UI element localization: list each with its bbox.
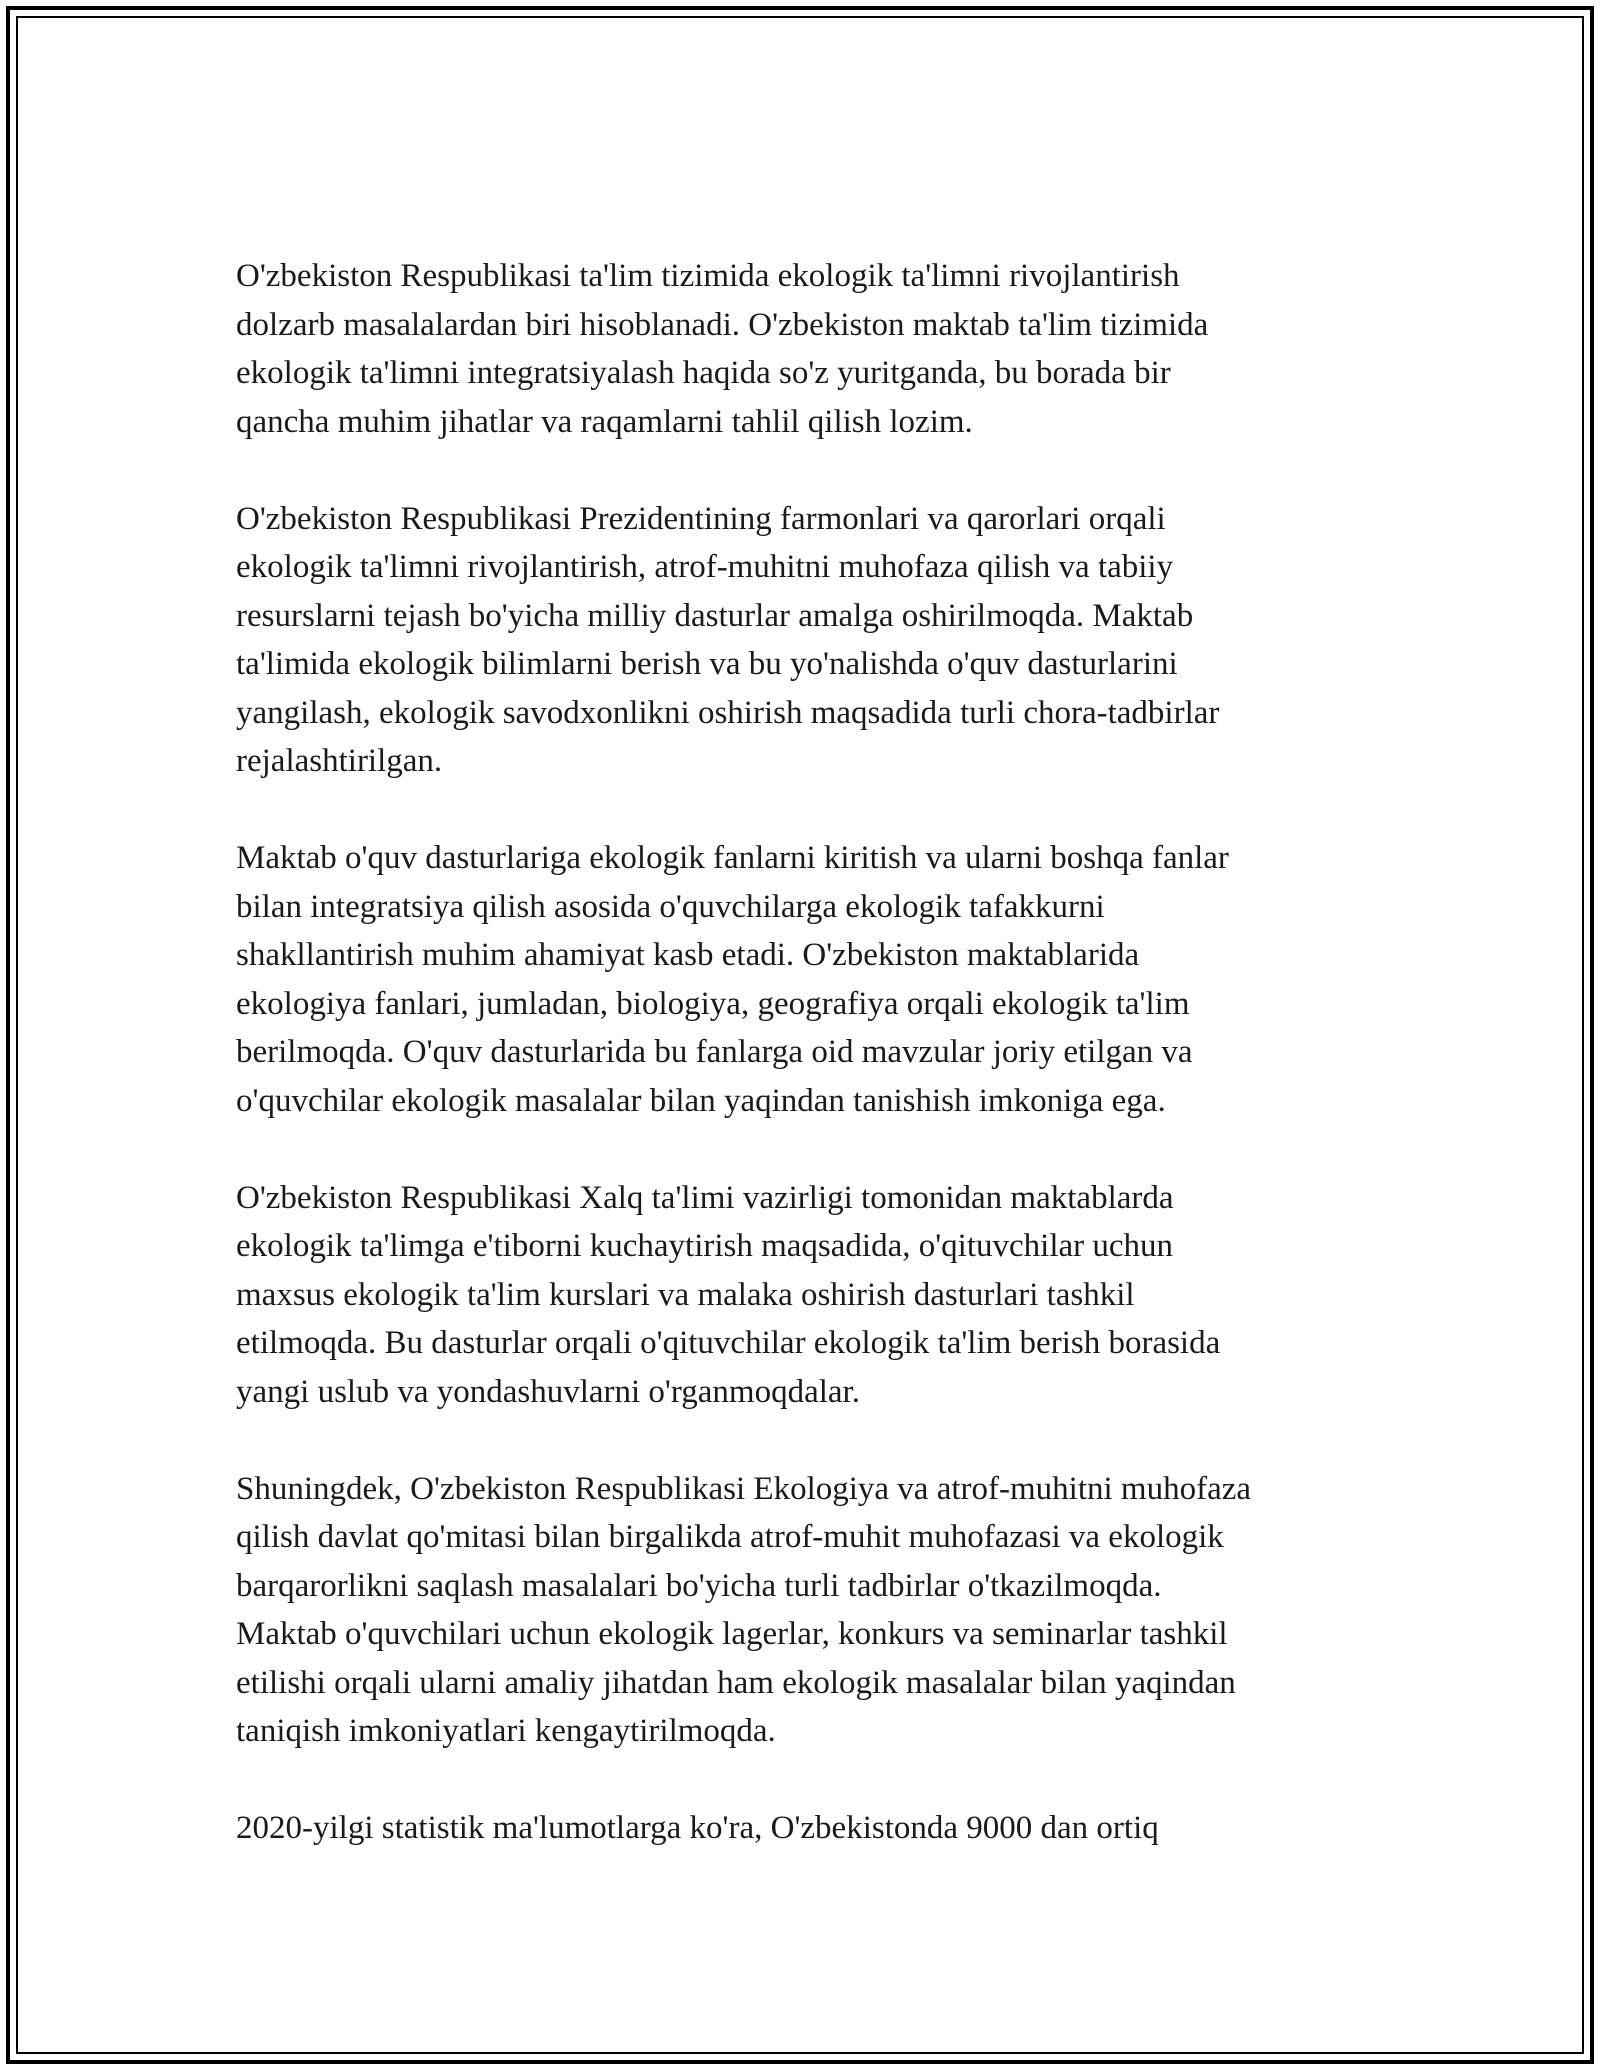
text-line: Maktab o'quvchilari uchun ekologik lagerlar, konkurs va seminarlar tashkil bbox=[236, 1616, 1228, 1652]
text-line: shakllantirish muhim ahamiyat kasb etadi. O'zbekiston maktablarida bbox=[236, 937, 1140, 973]
text-line: taniqish imkoniyatlari kengaytirilmoqda. bbox=[236, 1713, 776, 1749]
paragraph-4 bbox=[236, 1174, 1376, 1417]
document-body bbox=[236, 252, 1376, 1901]
text-line: qilish davlat qo'mitasi bilan birgalikda atrof-muhit muhofazasi va ekologik bbox=[236, 1519, 1224, 1555]
text-line: Shuningdek, O'zbekiston Respublikasi Ekologiya va atrof-muhitni muhofaza bbox=[236, 1470, 1252, 1507]
text-line: Maktab o'quv dasturlariga ekologik fanlarni kiritish va ularni boshqa fanlar bbox=[236, 840, 1229, 876]
text-line: O'zbekiston Respublikasi Xalq ta'limi vazirligi tomonidan maktablarda bbox=[236, 1179, 1174, 1216]
paragraph-1 bbox=[236, 252, 1376, 446]
text-line: etilmoqda. Bu dasturlar orqali o'qituvchilar ekologik ta'lim berish borasida bbox=[236, 1325, 1221, 1361]
paragraph-3 bbox=[236, 834, 1376, 1125]
text-line: 2020-yilgi statistik ma'lumotlarga ko'ra, O'zbekistonda 9000 dan ortiq bbox=[236, 1810, 1159, 1846]
text-line: resurslarni tejash bo'yicha milliy dasturlar amalga oshirilmoqda. Maktab bbox=[236, 597, 1194, 634]
paragraph-6 bbox=[236, 1804, 1376, 1853]
text-line: maxsus ekologik ta'lim kurslari va malaka oshirish dasturlari tashkil bbox=[236, 1276, 1135, 1313]
text-line: O'zbekiston Respublikasi ta'lim tizimida ekologik ta'limni rivojlantirish bbox=[236, 258, 1180, 294]
text-line: ekologik ta'limga e'tiborni kuchaytirish maqsadida, o'qituvchilar uchun bbox=[236, 1228, 1174, 1264]
text-line: qancha muhim jihatlar va raqamlarni tahlil qilish lozim. bbox=[236, 403, 973, 440]
text-line: yangi uslub va yondashuvlarni o'rganmoqdalar. bbox=[236, 1373, 860, 1410]
text-line: ekologiya fanlari, jumladan, biologiya, geografiya orqali ekologik ta'lim bbox=[236, 985, 1190, 1022]
text-line: O'zbekiston Respublikasi Prezidentining farmonlari va qarorlari orqali bbox=[236, 500, 1166, 537]
paragraph-2 bbox=[236, 495, 1376, 786]
text-line: ta'limida ekologik bilimlarni berish va bu yo'nalishda o'quv dasturlarini bbox=[236, 646, 1178, 682]
text-line: berilmoqda. O'quv dasturlarida bu fanlarga oid mavzular joriy etilgan va bbox=[236, 1034, 1193, 1070]
text-line: yangilash, ekologik savodxonlikni oshirish maqsadida turli chora-tadbirlar bbox=[236, 694, 1220, 731]
text-line: ekologik ta'limni integratsiyalash haqida so'z yuritganda, bu borada bir bbox=[236, 355, 1171, 391]
text-line: rejalashtirilgan. bbox=[236, 743, 443, 779]
text-line: barqarorlikni saqlash masalalari bo'yicha turli tadbirlar o'tkazilmoqda. bbox=[236, 1567, 1162, 1604]
paragraph-5 bbox=[236, 1465, 1376, 1756]
text-line: dolzarb masalalardan biri hisoblanadi. O'zbekiston maktab ta'lim tizimida bbox=[236, 306, 1209, 343]
text-line: ekologik ta'limni rivojlantirish, atrof-muhitni muhofaza qilish va tabiiy bbox=[236, 549, 1174, 585]
text-line: bilan integratsiya qilish asosida o'quvchilarga ekologik tafakkurni bbox=[236, 888, 1105, 925]
text-line: o'quvchilar ekologik masalalar bilan yaqindan tanishish imkoniga ega. bbox=[236, 1082, 1166, 1119]
text-line: etilishi orqali ularni amaliy jihatdan ham ekologik masalalar bilan yaqindan bbox=[236, 1664, 1236, 1701]
